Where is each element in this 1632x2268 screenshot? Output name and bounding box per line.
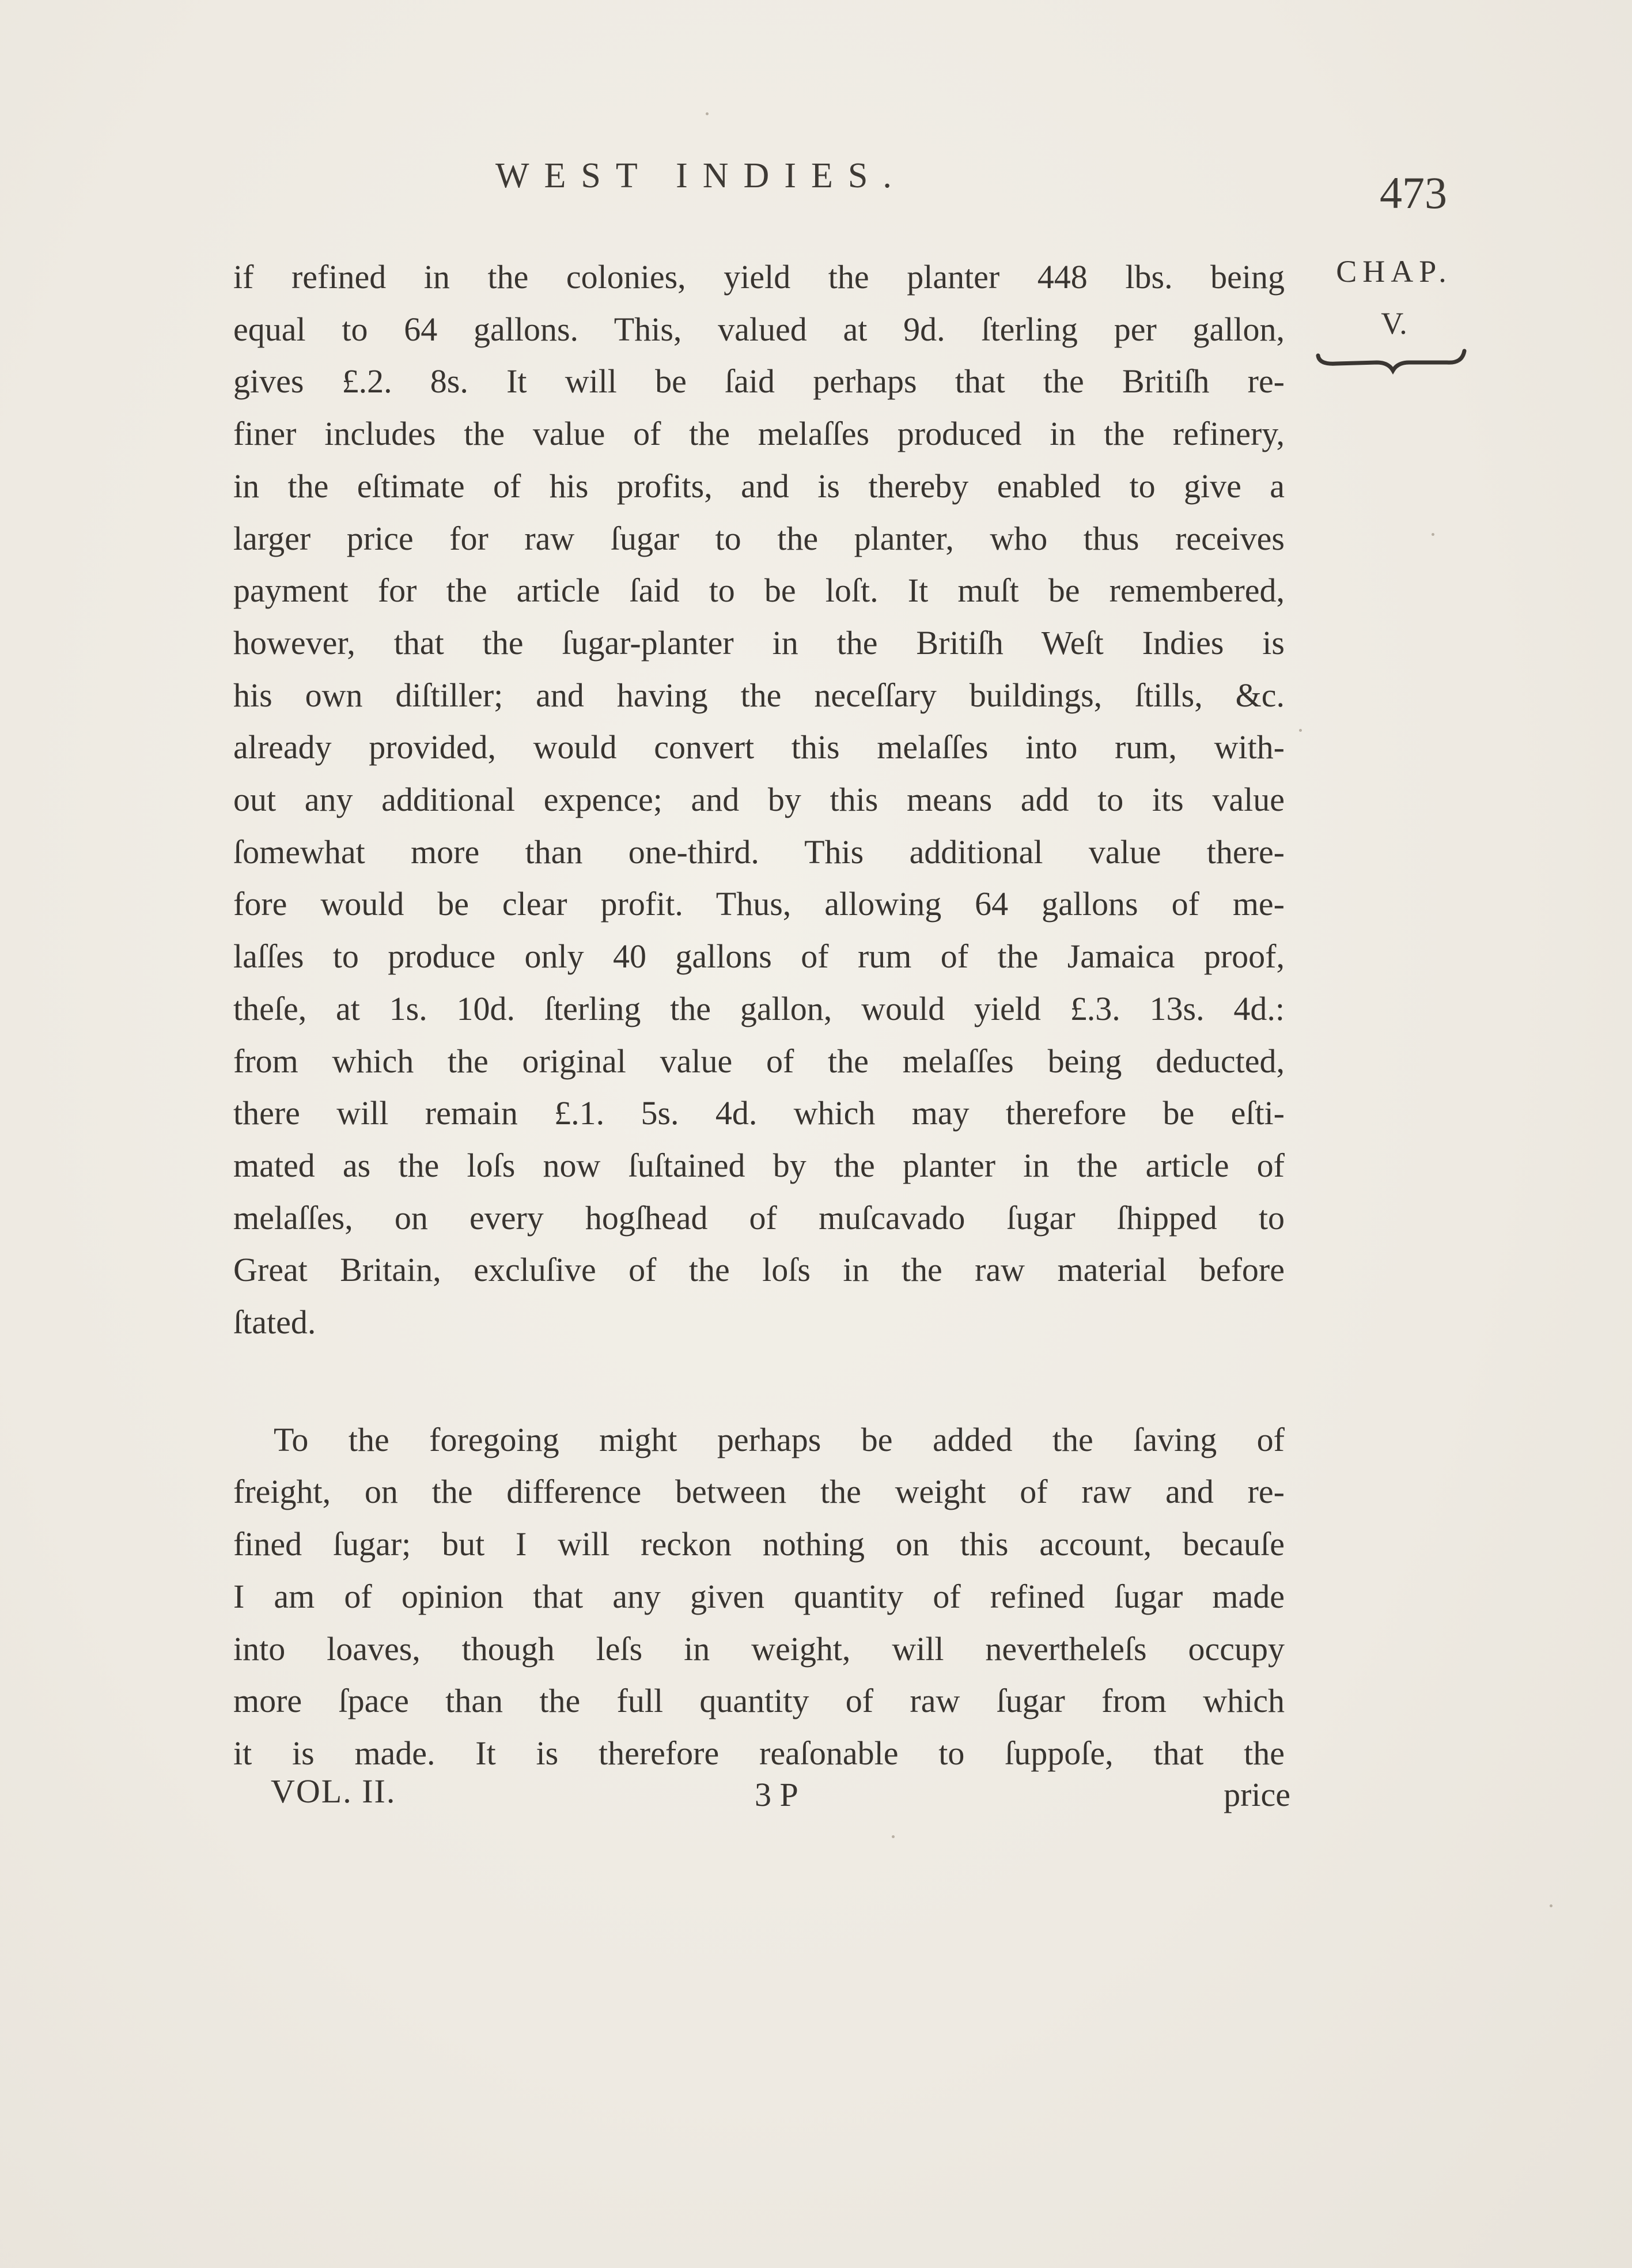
paper-speck — [1432, 533, 1434, 536]
text-line: theſe, at 1s. 10d. ſterling the gallon, would yield £.3. 13s. 4d.: — [233, 989, 1285, 1027]
text-line: To the foregoing might perhaps be added the ſaving of — [274, 1420, 1285, 1458]
running-head: WEST INDIES. — [495, 156, 907, 195]
text-line: ſtated. — [233, 1303, 316, 1341]
paper-speck — [892, 1835, 895, 1838]
margin-chapter-note — [1319, 254, 1469, 341]
chapter-number: V. — [1381, 306, 1407, 341]
text-line: freight, on the difference between the weight of raw and re- — [233, 1473, 1285, 1511]
paragraph-2 — [233, 1414, 1285, 1780]
chapter-brace-icon — [1313, 343, 1469, 377]
text-line: payment for the article ſaid to be loſt. It muſt be remembered, — [233, 572, 1285, 610]
paper-speck — [1550, 1904, 1553, 1907]
text-line: fore would be clear profit. Thus, allowing 64 gallons of me- — [233, 885, 1285, 923]
chapter-label: CHAP. — [1336, 254, 1452, 289]
body-text — [233, 251, 1285, 1780]
text-line: if refined in the colonies, yield the planter 448 lbs. being — [233, 258, 1285, 296]
catchword: price — [1224, 1776, 1290, 1813]
text-line: finer includes the value of the melaſſes produced in the refinery, — [233, 415, 1285, 453]
signature-mark: 3 P — [755, 1776, 798, 1813]
text-line: gives £.2. 8s. It will be ſaid perhaps that the Britiſh re- — [233, 362, 1285, 400]
text-line: out any additional expence; and by this means add to its value — [233, 781, 1285, 819]
text-line: in the eſtimate of his profits, and is thereby enabled to give a — [233, 467, 1285, 505]
text-line: into loaves, though leſs in weight, will nevertheleſs occupy — [233, 1630, 1285, 1668]
text-line: melaſſes, on every hogſhead of muſcavado ſugar ſhipped to — [233, 1199, 1285, 1237]
paper-speck — [1299, 729, 1302, 732]
text-line: however, that the ſugar-planter in the Britiſh Weſt Indies is — [233, 623, 1285, 662]
text-line: Great Britain, excluſive of the loſs in the raw material before — [233, 1251, 1285, 1289]
text-line: already provided, would convert this melaſſes into rum, with- — [233, 728, 1285, 766]
paragraph-1 — [233, 251, 1285, 1349]
text-line: his own diſtiller; and having the neceſſary buildings, ſtills, &c. — [233, 676, 1285, 714]
text-line: equal to 64 gallons. This, valued at 9d. ſterling per gallon, — [233, 310, 1285, 348]
text-line: there will remain £.1. 5s. 4d. which may therefore be eſti- — [233, 1094, 1285, 1132]
text-line: more ſpace than the full quantity of raw ſugar from which — [233, 1682, 1285, 1720]
text-line: larger price for raw ſugar to the planter, who thus receives — [233, 519, 1285, 557]
page-number: 473 — [1380, 168, 1447, 218]
text-line: it is made. It is therefore reaſonable to ſuppoſe, that the — [233, 1734, 1285, 1772]
page-footer — [271, 1772, 1290, 1818]
text-line: laſſes to produce only 40 gallons of rum of the Jamaica proof, — [233, 938, 1285, 976]
paper-speck — [706, 112, 709, 115]
text-line: ſomewhat more than one-third. This additional value there- — [233, 833, 1285, 871]
text-line: mated as the loſs now ſuſtained by the planter in the article of — [233, 1146, 1285, 1184]
volume-label: VOL. II. — [271, 1772, 396, 1810]
text-line: from which the original value of the melaſſes being deducted, — [233, 1042, 1285, 1080]
text-line: I am of opinion that any given quantity of refined ſugar made — [233, 1577, 1285, 1615]
text-line: fined ſugar; but I will reckon nothing on this account, becauſe — [233, 1525, 1285, 1563]
